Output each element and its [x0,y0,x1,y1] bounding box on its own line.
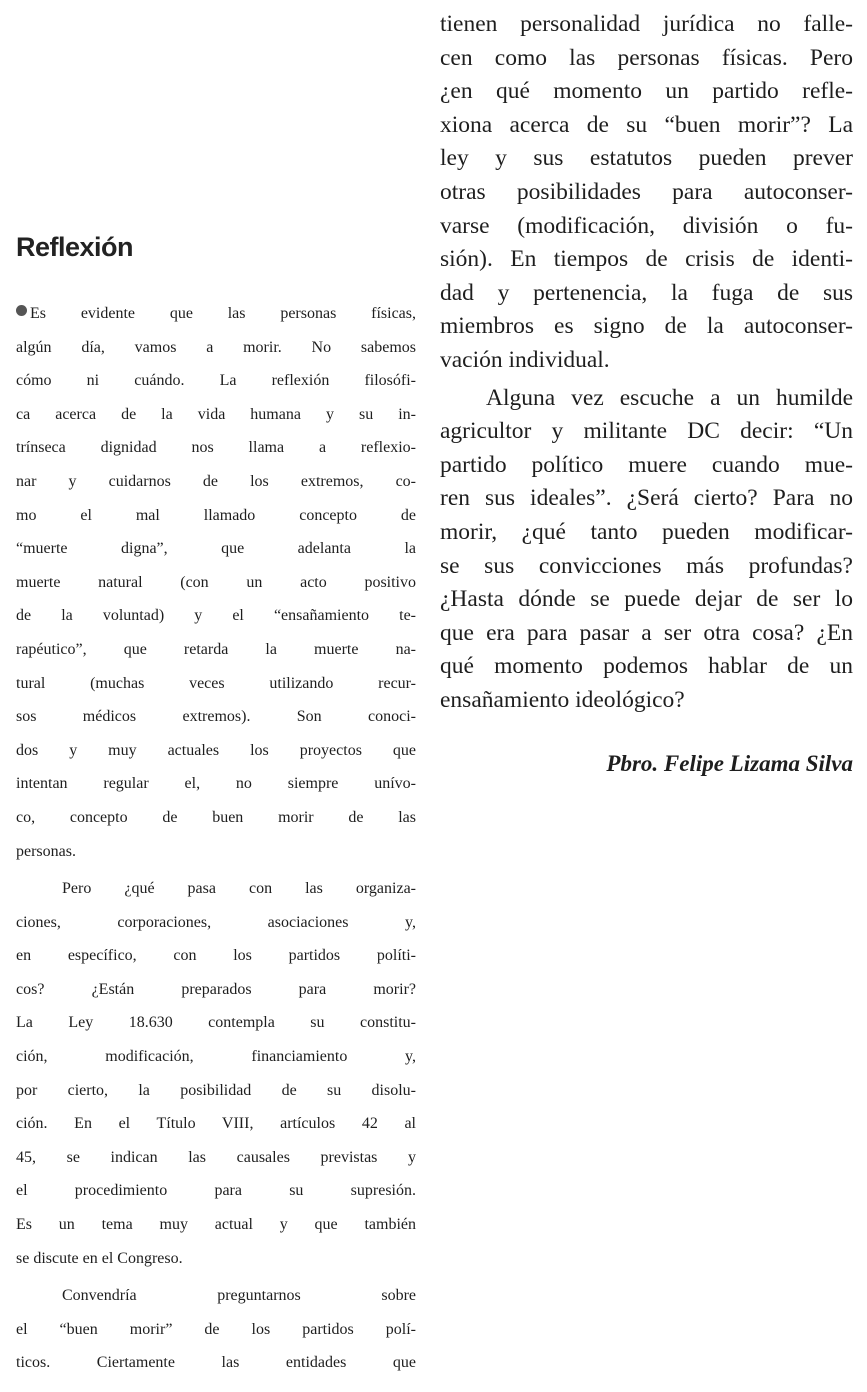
text-line: personas. [16,842,76,860]
text-line: Pero ¿qué pasa con las organiza- [62,880,416,898]
text-line: por cierto, la posibilidad de su disolu- [16,1081,416,1099]
paragraph-2 [16,880,416,1283]
text-line: ca acerca de la vida humana y su in- [16,405,416,423]
text-line: muerte natural (con un acto positivo [16,573,416,591]
text-line: dos y muy actuales los proyectos que [16,741,416,759]
paragraph-1 [16,305,416,876]
text-line: trínseca dignidad nos llama a reflexio- [16,439,416,457]
text-line: cos? ¿Están preparados para morir? [16,980,416,998]
text-line: Convendría preguntarnos sobre [62,1287,416,1305]
text-line: en específico, con los partidos políti- [16,947,416,965]
text-line: xiona acerca de su “buen morir”? La [440,111,853,138]
text-line: ción. En el Título VIII, artículos 42 al [16,1115,416,1133]
text-line: de la voluntad) y el “ensañamiento te- [16,607,416,625]
text-line: intentan regular el, no siempre unívo- [16,775,416,793]
text-line: tienen personalidad jurídica no falle- [440,11,853,37]
text-line: vación individual. [440,346,610,373]
text-line: que era para pasar a ser otra cosa? ¿En [440,619,853,646]
text-line: mo el mal llamado concepto de [16,506,416,524]
text-line: sión). En tiempos de crisis de identi- [440,246,853,273]
text-line: ¿Hasta dónde se puede dejar de ser lo [440,586,853,613]
paragraph-3 [16,1287,416,1388]
text-line: rapéutico”, que retarda la muerte na- [16,640,416,658]
bullet-icon [16,305,27,316]
text-line: “muerte digna”, que adelanta la [16,540,416,558]
text-line: cen como las personas físicas. Pero [440,44,853,71]
paragraph-5 [440,382,853,718]
author-signature: Pbro. Felipe Lizama Silva [606,751,853,777]
text-line: ticos. Ciertamente las entidades que [16,1354,416,1372]
text-line: morir, ¿qué tanto pueden modificar- [440,518,853,545]
paragraph-4 [440,8,853,378]
text-line: Es un tema muy actual y que también [16,1216,416,1234]
text-line: 45, se indican las causales previstas y [16,1148,416,1166]
text-line: La Ley 18.630 contempla su constitu- [16,1014,416,1032]
text-line: qué momento podemos hablar de un [440,653,853,680]
text-line: ¿en qué momento un partido refle- [440,78,853,105]
text-line: algún día, vamos a morir. No sabemos [16,338,416,356]
text-line: cómo ni cuándo. La reflexión filosófi- [16,372,416,390]
text-line: tural (muchas veces utilizando recur- [16,674,416,692]
text-line: Alguna vez escuche a un humilde [486,384,853,411]
text-line: miembros es signo de la autoconser- [440,313,853,340]
text-line: ción, modificación, financiamiento y, [16,1048,416,1066]
article-heading: Reflexión [16,232,134,262]
text-line: se discute en el Congreso. [16,1249,183,1267]
text-line: ensañamiento ideológico? [440,686,685,713]
text-line: ciones, corporaciones, asociaciones y, [16,913,416,931]
text-line: ley y sus estatutos pueden prever [440,145,853,172]
right-column [440,8,853,781]
text-line: co, concepto de buen morir de las [16,808,416,826]
text-line: sos médicos extremos). Son conoci- [16,708,416,726]
text-line: dad y pertenencia, la fuga de sus [440,279,853,306]
text-line: Es evidente que las personas físicas, [16,305,416,339]
text-line: se sus convicciones más profundas? [440,552,853,579]
text-line: el “buen morir” de los partidos polí- [16,1320,416,1338]
text-line: agricultor y militante DC decir: “Un [440,418,853,445]
text-line: otras posibilidades para autoconser- [440,178,853,205]
text-line: el procedimiento para su supresión. [16,1182,416,1200]
text-line: partido político muere cuando mue- [440,451,853,478]
text-line: varse (modificación, división o fu- [440,212,853,239]
left-column [16,305,416,1392]
text-line: nar y cuidarnos de los extremos, co- [16,472,416,490]
text-line: ren sus ideales”. ¿Será cierto? Para no [440,485,853,512]
